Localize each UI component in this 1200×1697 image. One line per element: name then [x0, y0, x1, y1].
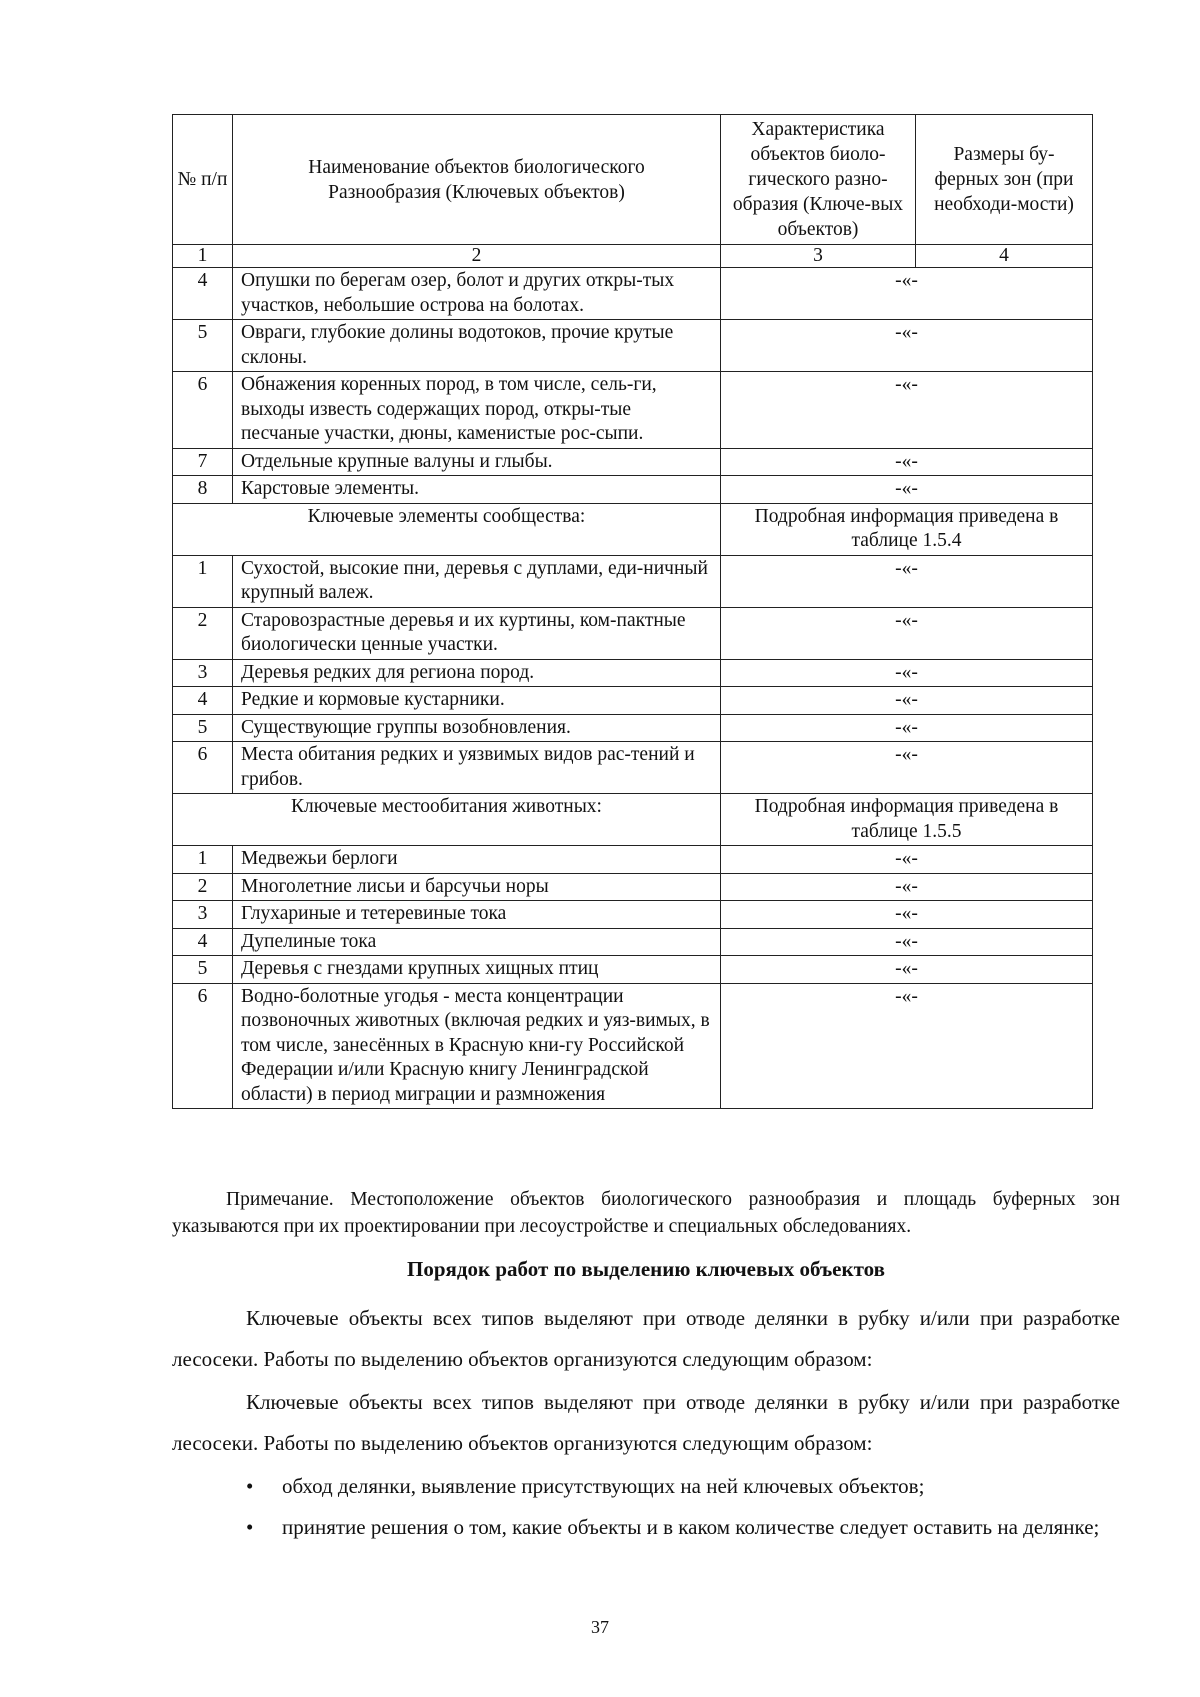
table-row — [173, 555, 1093, 607]
section-title: Ключевые элементы сообщества: — [173, 503, 721, 555]
header-num: № п/п — [173, 115, 233, 245]
table-note: Примечание. Местоположение объектов биологического разнообразия и площадь буферных зон указываются при их проектировании при лесоустройстве и специальных обследованиях. — [172, 1189, 1120, 1237]
table-row — [173, 659, 1093, 687]
row-number: 4 — [173, 687, 233, 715]
column-index: 1 — [173, 245, 233, 268]
row-name: Редкие и кормовые кустарники. — [233, 687, 721, 715]
ditto-mark: -«- — [721, 320, 1093, 372]
ditto-mark: -«- — [721, 846, 1093, 874]
header-buffer-size: Размеры бу-ферных зон (при необходи-мости) — [916, 115, 1093, 245]
ditto-mark: -«- — [721, 956, 1093, 984]
table-row — [173, 448, 1093, 476]
row-number: 5 — [173, 320, 233, 372]
row-number: 3 — [173, 659, 233, 687]
row-number: 1 — [173, 555, 233, 607]
column-index: 4 — [916, 245, 1093, 268]
row-number: 1 — [173, 846, 233, 874]
bullet-icon: • — [246, 1515, 254, 1539]
ditto-mark: -«- — [721, 607, 1093, 659]
row-number: 3 — [173, 901, 233, 929]
row-number: 6 — [173, 742, 233, 794]
row-number: 4 — [173, 928, 233, 956]
ditto-mark: -«- — [721, 901, 1093, 929]
row-number: 5 — [173, 956, 233, 984]
row-name: Отдельные крупные валуны и глыбы. — [233, 448, 721, 476]
section-row-community-elements — [173, 503, 1093, 555]
section-row-animal-habitats — [173, 794, 1093, 846]
row-name: Водно-болотные угодья - места концентрации позвоночных животных (включая редких и уяз-вимых, в том числе, занесённых в Красную кни-гу Российской Федерации и/или Красную книгу Ленинградской области) в период миграции и размножения — [233, 983, 721, 1109]
ditto-mark: -«- — [721, 476, 1093, 504]
body-paragraph: Ключевые объекты всех типов выделяют при отводе делянки в рубку и/или при разработке лесосеки. Работы по выделению объектов организуются следующим образом: — [172, 1390, 1120, 1455]
list-item — [172, 1507, 1120, 1548]
row-number: 7 — [173, 448, 233, 476]
ditto-mark: -«- — [721, 983, 1093, 1109]
row-name: Обнажения коренных пород, в том числе, сель-ги, выходы известь содержащих пород, откры-тые песчаные участки, дюны, каменистые рос-сыпи. — [233, 372, 721, 449]
ditto-mark: -«- — [721, 268, 1093, 320]
row-name: Деревья с гнездами крупных хищных птиц — [233, 956, 721, 984]
row-number: 8 — [173, 476, 233, 504]
row-number: 6 — [173, 983, 233, 1109]
ditto-mark: -«- — [721, 555, 1093, 607]
table-row — [173, 687, 1093, 715]
ditto-mark: -«- — [721, 687, 1093, 715]
body-paragraph: Ключевые объекты всех типов выделяют при отводе делянки в рубку и/или при разработке лесосеки. Работы по выделению объектов организуются следующим образом: — [172, 1306, 1120, 1371]
section-info: Подробная информация приведена в таблице 1.5.4 — [721, 503, 1093, 555]
row-name: Существующие группы возобновления. — [233, 714, 721, 742]
column-index: 3 — [721, 245, 916, 268]
row-name: Многолетние лисьи и барсучьи норы — [233, 873, 721, 901]
ditto-mark: -«- — [721, 659, 1093, 687]
table-row — [173, 983, 1093, 1109]
ditto-mark: -«- — [721, 928, 1093, 956]
table-row — [173, 607, 1093, 659]
ditto-mark: -«- — [721, 742, 1093, 794]
column-index-row — [173, 245, 1093, 268]
row-name: Дупелиные тока — [233, 928, 721, 956]
row-name: Овраги, глубокие долины водотоков, прочие крутые склоны. — [233, 320, 721, 372]
column-index: 2 — [233, 245, 721, 268]
header-name: Наименование объектов биологического Разнообразия (Ключевых объектов) — [233, 115, 721, 245]
table-row — [173, 873, 1093, 901]
ditto-mark: -«- — [721, 448, 1093, 476]
row-name: Медвежьи берлоги — [233, 846, 721, 874]
table-row — [173, 476, 1093, 504]
table-row — [173, 742, 1093, 794]
row-number: 4 — [173, 268, 233, 320]
list-item-text: обход делянки, выявление присутствующих на ней ключевых объектов; — [282, 1474, 925, 1498]
table-row — [173, 928, 1093, 956]
ditto-mark: -«- — [721, 873, 1093, 901]
table-row — [173, 320, 1093, 372]
section-heading: Порядок работ по выделению ключевых объектов — [407, 1257, 885, 1281]
table-row — [173, 268, 1093, 320]
row-name: Глухариные и тетеревиные тока — [233, 901, 721, 929]
row-number: 2 — [173, 607, 233, 659]
table-row — [173, 956, 1093, 984]
ditto-mark: -«- — [721, 372, 1093, 449]
row-number: 6 — [173, 372, 233, 449]
section-info: Подробная информация приведена в таблице 1.5.5 — [721, 794, 1093, 846]
row-number: 5 — [173, 714, 233, 742]
table-row — [173, 901, 1093, 929]
table-header-row — [173, 115, 1093, 245]
table-row — [173, 714, 1093, 742]
table-row — [173, 846, 1093, 874]
row-name: Старовозрастные деревья и их куртины, ком-пактные биологически ценные участки. — [233, 607, 721, 659]
row-name: Опушки по берегам озер, болот и других откры-тых участков, небольшие острова на болотах. — [233, 268, 721, 320]
ditto-mark: -«- — [721, 714, 1093, 742]
section-title: Ключевые местообитания животных: — [173, 794, 721, 846]
header-characteristic: Характеристика объектов биоло-гического разно-образия (Ключе-вых объектов) — [721, 115, 916, 245]
row-name: Карстовые элементы. — [233, 476, 721, 504]
table-row — [173, 372, 1093, 449]
list-item-text: принятие решения о том, какие объекты и в каком количестве следует оставить на делянке; — [282, 1515, 1100, 1539]
row-name: Сухостой, высокие пни, деревья с дуплами, еди-ничный крупный валеж. — [233, 555, 721, 607]
row-name: Деревья редких для региона пород. — [233, 659, 721, 687]
biodiversity-objects-table — [172, 114, 1093, 1109]
list-item — [172, 1466, 1120, 1507]
row-name: Места обитания редких и уязвимых видов рас-тений и грибов. — [233, 742, 721, 794]
procedure-list — [172, 1466, 1120, 1548]
row-number: 2 — [173, 873, 233, 901]
page-number: 37 — [591, 1617, 609, 1637]
bullet-icon: • — [246, 1474, 254, 1498]
